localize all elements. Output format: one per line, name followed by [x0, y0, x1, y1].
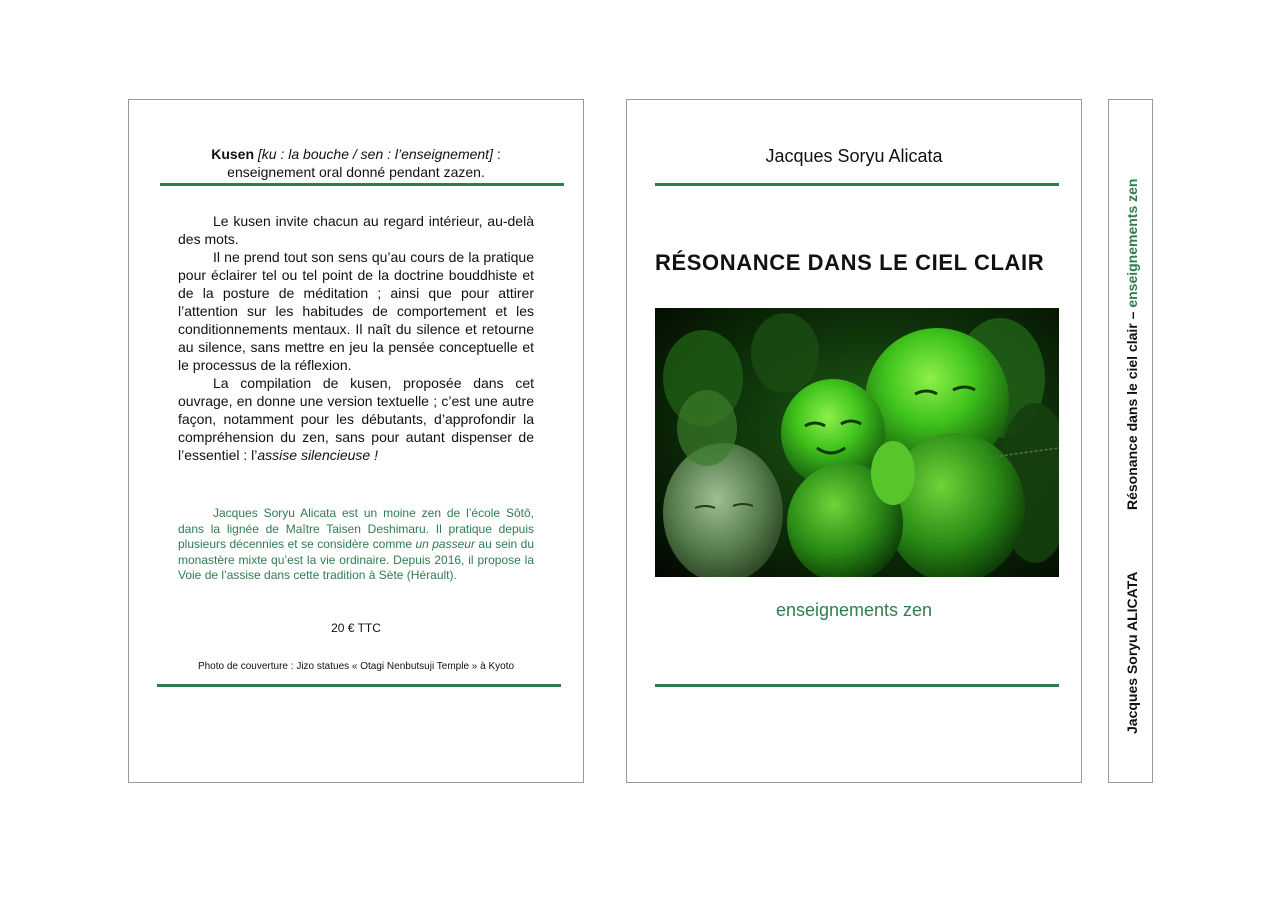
definition-meaning: enseignement oral donné pendant zazen. — [227, 164, 485, 180]
back-top-rule — [160, 183, 564, 186]
spine-subtitle: enseignements zen — [1124, 178, 1140, 308]
cover-title: RÉSONANCE DANS LE CIEL CLAIR — [655, 250, 1045, 275]
spine-author: Jacques Soryu ALICATA — [1124, 571, 1140, 734]
blurb-paragraph-3 — [178, 374, 534, 464]
kusen-definition — [169, 145, 543, 181]
back-cover — [128, 99, 584, 783]
blurb-paragraph-1: Le kusen invite chacun au regard intérieur, au-delà des mots. — [178, 213, 534, 247]
blurb-paragraph-3-text: La compilation de kusen, proposée dans cet ouvrage, en donne une version textuelle ; c’est une autre façon, notamment pour les débutants, d’approfondir la compréhension du zen, sans pour autant dispenser de l’essentiel : l’ — [178, 375, 534, 463]
blurb-emphasis: assise silencieuse ! — [257, 447, 378, 463]
spine-title — [1124, 179, 1140, 510]
author-bio-paragraph — [178, 506, 534, 584]
bio-start: Jacques Soryu Alicata est un moine zen de l’école Sôtô, dans la lignée de Maître Taisen Deshimaru. Il pratique depuis plusieurs décennies et se considère comme — [178, 506, 534, 551]
definition-term: Kusen — [211, 146, 255, 162]
definition-etymology: [ku : la bouche / sen : l’enseignement] — [257, 146, 493, 162]
blurb-paragraph-2: Il ne prend tout son sens qu’au cours de la pratique pour éclairer tel ou tel point de la doctrine bouddhiste et de la posture de méditation ; ainsi que pour attirer l’attention sur les habitudes de comportement et les conditionnements mentaux. Il naît du silence et retourne au silence, sans mettre en jeu la pensée conceptuelle et le processus de la réflexion. — [178, 249, 534, 373]
back-bottom-rule — [157, 684, 561, 687]
front-top-rule — [655, 183, 1059, 186]
book-spine — [1108, 99, 1153, 783]
definition-colon: : — [492, 146, 501, 162]
front-bottom-rule — [655, 684, 1059, 687]
photo-credit: Photo de couverture : Jizo statues « Otagi Nenbutsuji Temple » à Kyoto — [197, 661, 515, 672]
author-bio — [178, 506, 534, 584]
price: 20 € TTC — [331, 621, 381, 635]
spine-title-text: Résonance dans le ciel clair – — [1124, 307, 1140, 510]
bio-emphasis: un passeur — [415, 537, 475, 551]
blurb-text — [178, 212, 534, 464]
cover-author: Jacques Soryu Alicata — [765, 146, 943, 166]
cover-photo-jizo-statues — [655, 308, 1059, 577]
front-cover — [626, 99, 1082, 783]
bio-end: au sein du monastère mixte qu’est la vie ordinaire. Depuis 2016, il propose la Voie de l’assise dans cette tradition à Sète (Hérault). — [178, 537, 534, 582]
cover-subtitle: enseignements zen — [775, 600, 933, 620]
